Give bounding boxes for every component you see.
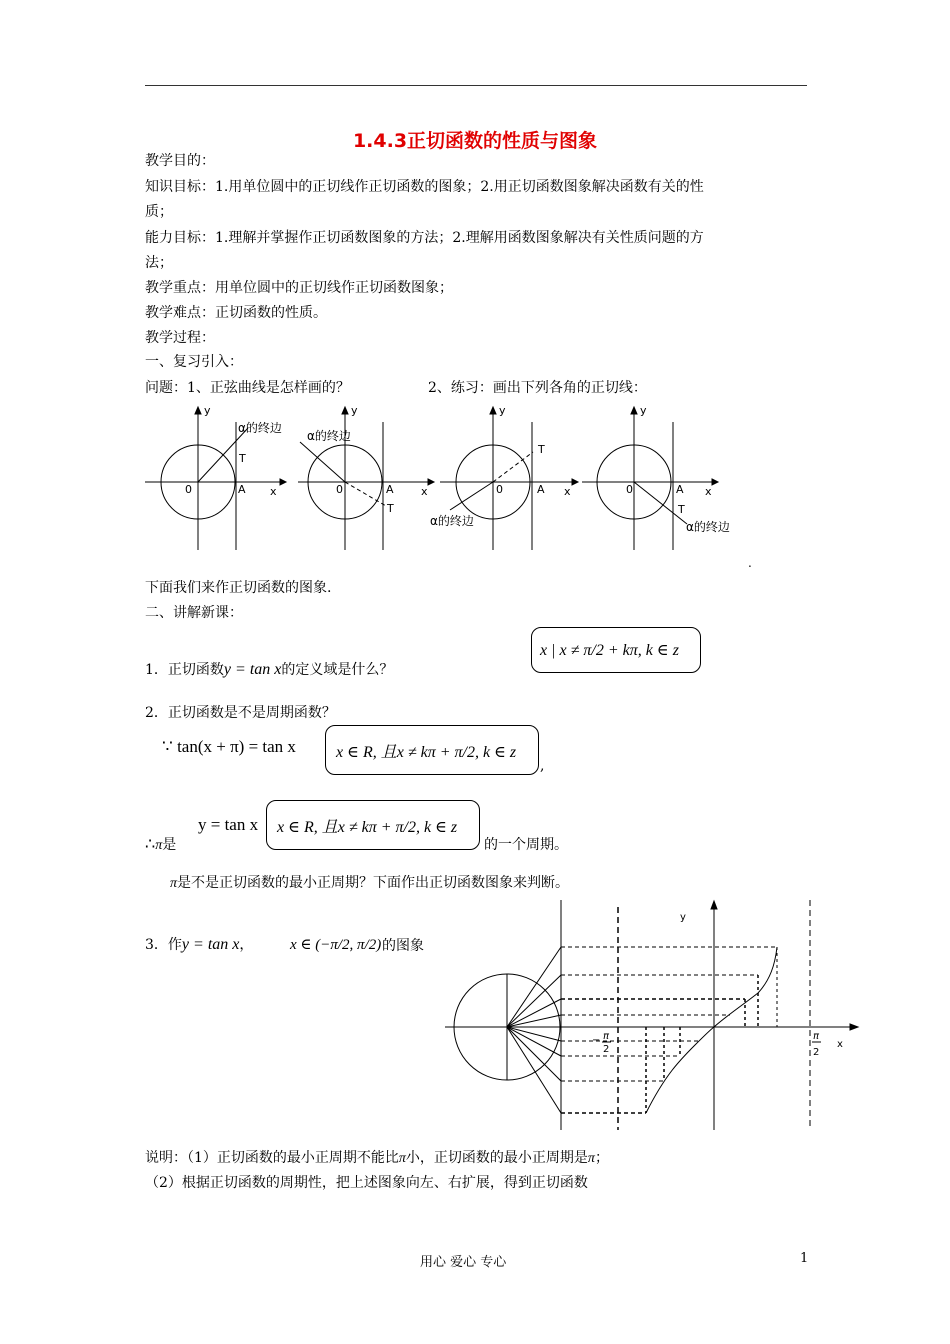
q3-text: 3．作y = tan x， [145, 936, 254, 953]
therefore-line: ∴π是 [145, 834, 177, 853]
periodic-identity: ∵ tan(x + π) = tan x [162, 737, 296, 756]
svg-text:x: x [705, 485, 712, 498]
difficulty: 教学难点：正切函数的性质。 [145, 305, 327, 321]
q2-text: 2．正切函数是不是周期函数？ [145, 705, 336, 721]
ability-line-1: 能力目标：1.理解并掌握作正切函数图象的方法；2.理解用函数图象解决有关性质问题的方 [145, 230, 704, 246]
page-title: 1.4.3正切函数的性质与图象 [352, 130, 598, 152]
q3-suffix: 的图象 [382, 938, 424, 954]
note-1: 说明：（1）正切函数的最小正周期不能比π小，正切函数的最小正周期是π； [145, 1150, 609, 1166]
svg-text:π: π [603, 1031, 610, 1042]
svg-text:x: x [421, 485, 428, 498]
knowledge-line-2: 质； [145, 204, 173, 220]
terminal-label-1: α的终边 [238, 421, 282, 435]
svg-text:y: y [351, 404, 358, 417]
header-rule [145, 85, 807, 86]
x-label-1: x [270, 485, 277, 498]
svg-text:T: T [678, 503, 685, 516]
condition-set-1: x ∈ R, 且x ≠ kπ + π/2, k ∈ z [325, 725, 539, 775]
knowledge-line-1: 知识目标：1.用单位圆中的正切线作正切函数的图象；2.用正切函数图象解决函数有关的性 [145, 179, 704, 195]
svg-text:α的终边: α的终边 [686, 520, 730, 534]
svg-text:A: A [386, 483, 394, 496]
domain-set: x | x ≠ π/2 + kπ, k ∈ z [531, 627, 701, 673]
svg-text:−: − [592, 1035, 601, 1046]
svg-text:2: 2 [813, 1047, 820, 1058]
svg-text:y: y [499, 404, 506, 417]
svg-text:α的终边: α的终边 [430, 514, 474, 528]
question-text: 问题：1、正弦曲线是怎样画的？ [145, 380, 350, 396]
ability-line-2: 法； [145, 255, 173, 271]
tangent-line-figures [140, 400, 760, 570]
svg-text:0: 0 [496, 483, 503, 496]
interval: x ∈ (−π/2, π/2) [290, 937, 382, 953]
goal-heading: 教学目的： [145, 153, 215, 169]
q1-text: 1．正切函数y = tan x的定义域是什么？ [145, 661, 394, 678]
svg-text:0: 0 [626, 483, 633, 496]
exercise-text: 2、练习：画出下列各角的正切线： [428, 380, 647, 396]
y-label-1: y [204, 404, 211, 417]
point-t-label-1: T [239, 452, 246, 465]
new-lesson-heading: 二、讲解新课： [145, 605, 243, 621]
svg-text:α的终边: α的终边 [307, 429, 351, 443]
condition-set-2: x ∈ R, 且x ≠ kπ + π/2, k ∈ z [266, 800, 480, 850]
svg-text:T: T [538, 443, 545, 456]
svg-text:T: T [387, 502, 394, 515]
min-period-question: π是不是正切函数的最小正周期？下面作出正切函数图象来判断。 [170, 875, 570, 891]
next-text: 下面我们来作正切函数的图象. [145, 580, 332, 596]
key-point: 教学重点：用单位圆中的正切线作正切函数图象； [145, 280, 453, 296]
period-text: 的一个周期。 [484, 837, 568, 853]
origin-label-1: 0 [185, 483, 192, 496]
svg-text:y: y [640, 404, 647, 417]
comma: , [540, 758, 545, 774]
svg-text:A: A [676, 483, 684, 496]
graph-x-label: x [837, 1039, 843, 1050]
footer-motto: 用心 爱心 专心 [420, 1255, 507, 1270]
page-number: 1 [800, 1251, 809, 1266]
tangent-graph [440, 895, 870, 1135]
review-heading: 一、复习引入： [145, 354, 243, 370]
graph-y-label: y [680, 912, 686, 923]
point-a-label-1: A [238, 483, 246, 496]
svg-text:π: π [813, 1031, 820, 1042]
svg-text:2: 2 [603, 1044, 610, 1055]
svg-text:0: 0 [336, 483, 343, 496]
trailing-dot: . [748, 556, 752, 570]
process-heading: 教学过程： [145, 330, 215, 346]
tangent-curve [646, 947, 777, 1113]
svg-text:A: A [537, 483, 545, 496]
note-2: （2）根据正切函数的周期性，把上述图象向左、右扩展，得到正切函数 [145, 1175, 588, 1191]
tan-function: y = tan x [223, 661, 282, 678]
tan-function-2: y = tan x [198, 815, 259, 834]
svg-text:x: x [564, 485, 571, 498]
